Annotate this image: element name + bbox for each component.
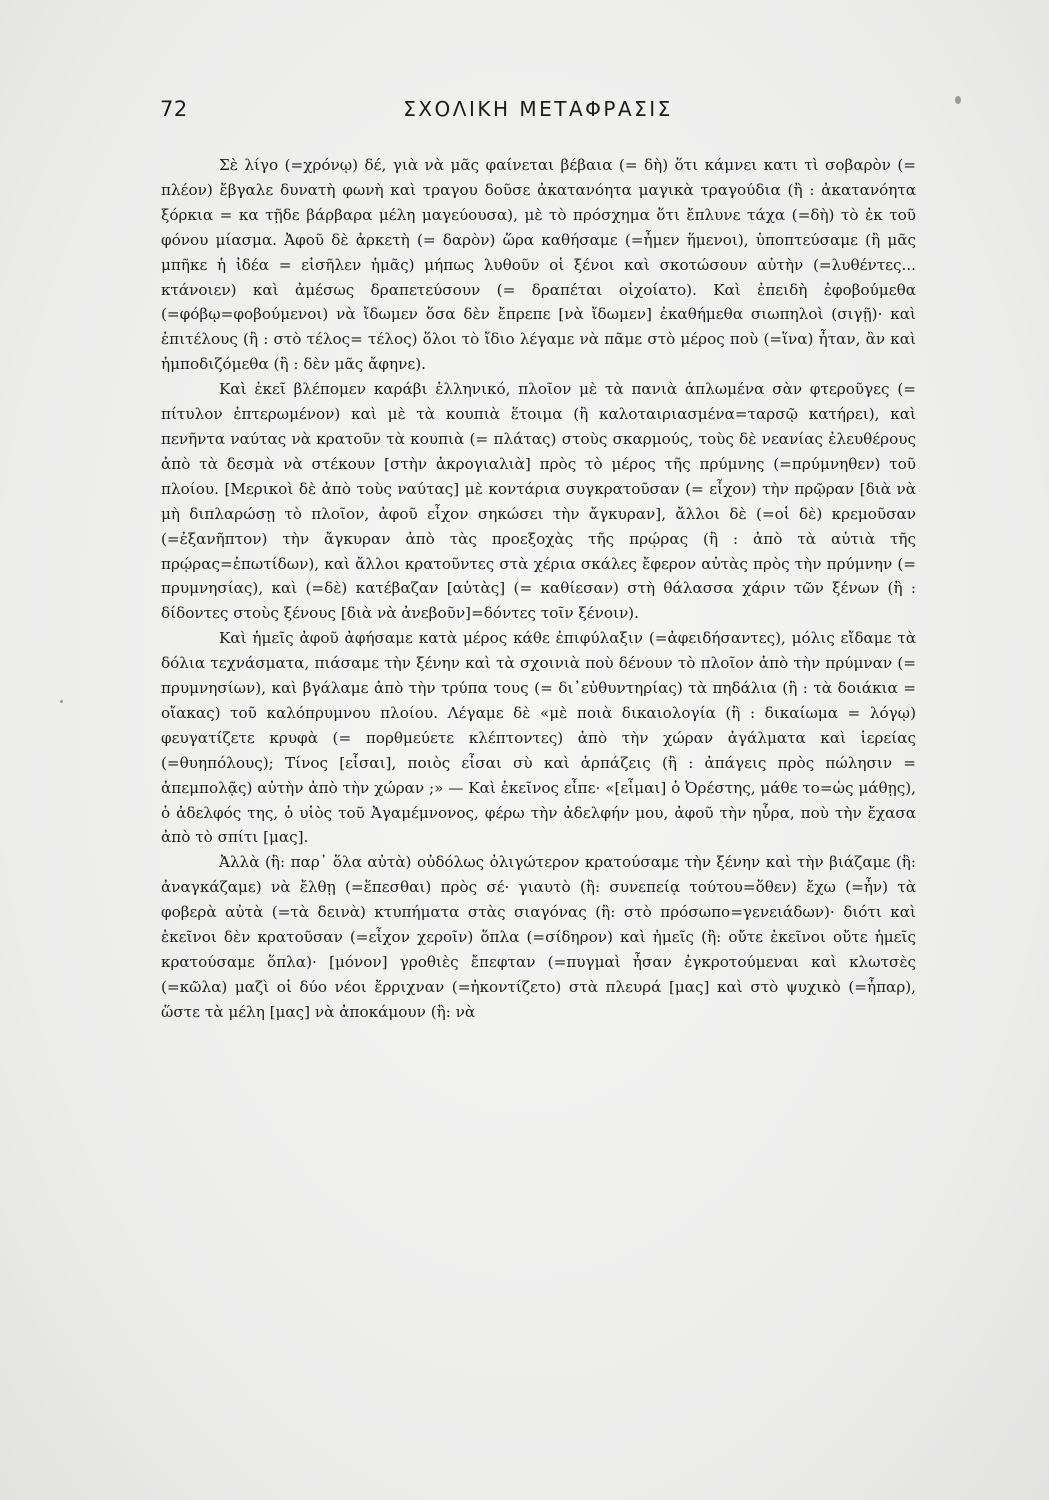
page-header bbox=[160, 97, 916, 129]
body-text bbox=[161, 153, 916, 1385]
paragraph: Καὶ ἡμεῖς ἀφοῦ ἀφήσαμε κατὰ μέρος κάθε ἐπιφύλαξιν (=ἀφειδήσαντες), μόλις εἴδαμε τὰ δόλια τεχνάσματα, πιάσαμε τὴν ξένην καὶ τὰ σχοινιὰ ποὺ δένουν τὸ πλοῖον ἀπὸ τὴν πρύμναν (= πρυμνησίων), καὶ βγάλαμε ἀπὸ τὴν τρύπα τους (= δι᾽εὐθυντηρίας) τὰ πηδάλια (ἢ : τὰ δοιάκια = οἴακας) τοῦ καλόπρυμνου πλοίου. Λέγαμε δὲ «μὲ ποιὰ δικαιολογία (ἢ : δικαίωμα = λόγῳ) φευγατίζετε κρυφὰ (= πορθμεύετε κλέπτοντες) ἀπὸ τὴν χώραν ἀγάλματα καὶ ἱερείας (=θυηπόλους); Τίνος [εἶσαι], ποιὸς εἶσαι σὺ καὶ ἁρπάζεις (ἢ : ἀπάγεις πρὸς πώλησιν = ἀπεμπολᾷς) αὐτὴν ἀπὸ τὴν χώραν ;» — Καὶ ἐκεῖνος εἶπε· «[εἶμαι] ὁ Ὀρέστης, μάθε το=ὡς μάθῃς), ὁ ἀδελφός της, ὁ υἱὸς τοῦ Ἀγαμέμνονος, φέρω τὴν ἀδελφήν μου, ἀφοῦ τὴν ηὗρα, ποὺ τὴν ἔχασα ἀπὸ τὸ σπίτι [μας]. bbox=[161, 629, 916, 847]
running-title: ΣΧΟΛΙΚΗ ΜΕΤΑΦΡΑΣΙΣ bbox=[403, 97, 673, 121]
scan-speck bbox=[60, 700, 63, 703]
page-number: 72 bbox=[160, 97, 188, 121]
paragraph: Ἀλλὰ (ἢ: παρ᾽ ὅλα αὐτὰ) οὐδόλως ὀλιγώτερον κρατούσαμε τὴν ξένην καὶ τὴν βιάζαμε (ἢ: ἀναγκάζαμε) νὰ ἔλθῃ (=ἕπεσθαι) πρὸς σέ· γιαυτὸ (ἢ: συνεπείᾳ τούτου=ὅθεν) ἔχω (=ἦν) τὰ φοβερὰ αὐτὰ (=τὰ δεινὰ) κτυπήματα στὰς σιαγόνας (ἢ: στὸ πρόσωπο=γενειάδων)· διότι καὶ ἐκεῖνοι δὲν κρατοῦσαν (=εἶχον χεροῖν) ὅπλα (=σίδηρον) καὶ ἡμεῖς (ἢ: οὔτε ἐκεῖνοι οὔτε ἡμεῖς κρατούσαμε ὅπλα)· [μόνον] γροθιὲς ἔπεφταν (=πυγμαὶ ἦσαν ἐγκροτούμεναι καὶ κλωτσὲς (=κῶλα) μαζὶ οἱ δύο νέοι ἔρριχναν (=ἠκοντίζετο) στὰ πλευρά [μας] καὶ στὸ ψυχικὸ (=ἧπαρ), ὥστε τὰ μέλη [μας] νὰ ἀποκάμουν (ἢ: νὰ bbox=[161, 853, 916, 1021]
scan-speck bbox=[955, 96, 961, 104]
paragraph: Καὶ ἐκεῖ βλέπομεν καράβι ἑλληνικό, πλοῖον μὲ τὰ πανιὰ ἁπλωμένα σὰν φτεροῦγες (= πίτυλον ἐπτερωμένον) καὶ μὲ τὰ κουπιὰ ἕτοιμα (ἢ καλοταιριασμένα=ταρσῷ κατήρει), καὶ πενῆντα ναύτας νὰ κρατοῦν τὰ κουπιὰ (= πλάτας) στοὺς σκαρμούς, τοὺς δὲ νεανίας ἐλευθέρους ἀπὸ τὰ δεσμὰ νὰ στέκουν [στὴν ἀκρογιαλιὰ] πρὸς τὸ μέρος τῆς πρύμνης (=πρύμνηθεν) τοῦ πλοίου. [Μερικοὶ δὲ ἀπὸ τοὺς ναύτας] μὲ κοντάρια συγκρατοῦσαν (= εἶχον) τὴν πρῷραν [διὰ νὰ μὴ διπλαρώσῃ τὸ πλοῖον, ἀφοῦ εἶχον σηκώσει τὴν ἄγκυραν], ἄλλοι δὲ (=οἱ δὲ) κρεμοῦσαν (=ἐξανῆπτον) τὴν ἄγκυραν ἀπὸ τὰς προεξοχὰς τῆς πρῴρας (ἢ : ἀπὸ τὰ αὐτιὰ τῆς πρῴρας=ἐπωτίδων), καὶ ἄλλοι κρατοῦντες στὰ χέρια σκάλες ἔφερον αὐτὰς πρὸς τὴν πρύμνην (= πρυμνησίας), καὶ (=δὲ) κατέβαζαν [αὐτὰς] (= καθίεσαν) στὴ θάλασσα χάριν τῶν ξένων (ἢ : δίδοντες στοὺς ξένους [διὰ νὰ ἀνεβοῦν]=δόντες τοῖν ξένοιν). bbox=[161, 380, 916, 623]
paragraph: Σὲ λίγο (=χρόνῳ) δέ, γιὰ νὰ μᾶς φαίνεται βέβαια (= δὴ) ὅτι κάμνει κατι τὶ σοβαρὸν (= πλέον) ἔβγαλε δυνατὴ φωνὴ καὶ τραγου δοῦσε ἀκατανόητα μαγικὰ τραγούδια (ἢ : ἀκατανόητα ξόρκια = κα τῇδε βάρβαρα μέλη μαγεύουσα), μὲ τὸ πρόσχημα ὅτι ἔπλυνε τάχα (=δὴ) τὸ ἐκ τοῦ φόνου μίασμα. Ἀφοῦ δὲ ἀρκετὴ (= δαρὸν) ὥρα καθήσαμε (=ἦμεν ἥμενοι), ὑποπτεύσαμε (ἢ μᾶς μπῆκε ἡ ἰδέα = εἰσῆλεν ἡμᾶς) μήπως λυθοῦν οἱ ξένοι καὶ σκοτώσουν αὐτὴν (=λυθέντες... κτάνοιεν) καὶ ἀμέσως δραπετεύσουν (= δραπέται οἰχοίατο). Καὶ ἐπειδὴ ἐφοβούμεθα (=φόβῳ=φοβούμενοι) νὰ ἴδωμεν ὅσα δὲν ἔπρεπε [νὰ ἴδωμεν] ἐκαθήμεθα σιωπηλοὶ (σιγῇ)· καὶ ἐπιτέλους (ἢ : στὸ τέλος= τέλος) ὅλοι τὸ ἴδιο λέγαμε νὰ πᾶμε στὸ μέρος ποὺ (=ἵνα) ἦταν, ἂν καὶ ἠμποδιζόμεθα (ἢ : δὲν μᾶς ἄφηνε). bbox=[161, 156, 916, 374]
